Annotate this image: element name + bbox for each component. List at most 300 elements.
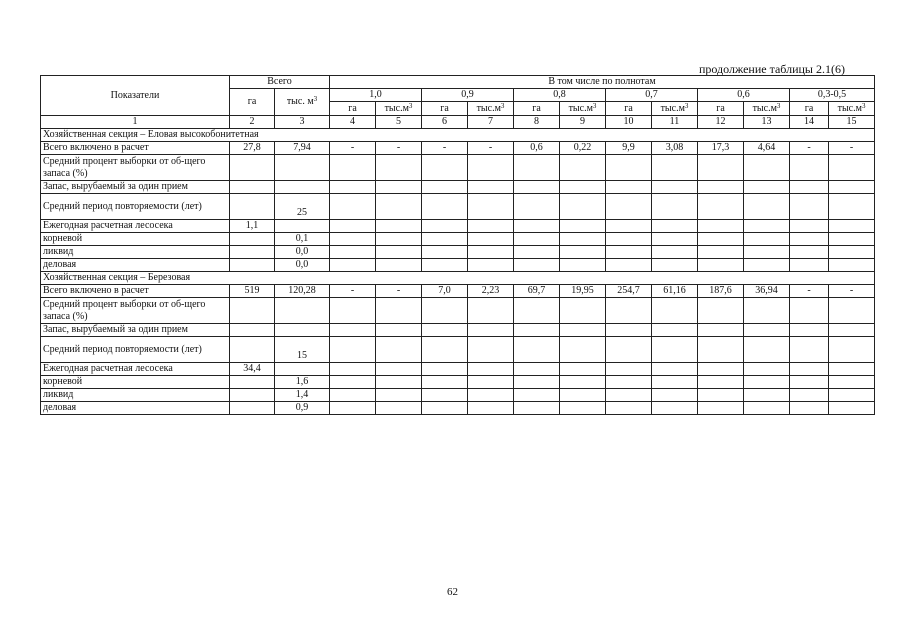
table-cell xyxy=(606,324,652,337)
row-label: Всего включено в расчет xyxy=(41,142,230,155)
header-density-6: 0,3-0,5 xyxy=(790,89,875,102)
table-cell xyxy=(698,220,744,233)
subheader-volume: $тыс.м^3$ xyxy=(468,102,514,116)
table-cell xyxy=(744,298,790,324)
table-cell xyxy=(376,402,422,415)
table-cell xyxy=(606,402,652,415)
table-cell xyxy=(829,402,875,415)
table-cell xyxy=(560,298,606,324)
table-cell xyxy=(698,337,744,363)
table-cell xyxy=(829,181,875,194)
table-cell xyxy=(230,155,275,181)
header-density-5: 0,6 xyxy=(698,89,790,102)
table-cell xyxy=(790,155,829,181)
table-cell xyxy=(829,324,875,337)
table-cell xyxy=(275,220,330,233)
subheader-ha: га xyxy=(330,102,376,116)
table-cell xyxy=(422,233,468,246)
table-cell xyxy=(468,220,514,233)
table-caption: продолжение таблицы 2.1(6) xyxy=(698,62,845,76)
table-cell: 0,1 xyxy=(275,233,330,246)
subheader-ha: га xyxy=(422,102,468,116)
table-cell xyxy=(829,194,875,220)
table-cell xyxy=(514,155,560,181)
table-cell xyxy=(652,246,698,259)
table-cell xyxy=(468,363,514,376)
table-cell xyxy=(790,194,829,220)
table-cell xyxy=(652,194,698,220)
subheader-volume: $тыс.м^3$ xyxy=(829,102,875,116)
subheader-ha: га xyxy=(790,102,829,116)
table-cell xyxy=(560,233,606,246)
table-cell xyxy=(422,402,468,415)
table-cell: - xyxy=(790,285,829,298)
table-cell xyxy=(330,181,376,194)
table-cell xyxy=(468,181,514,194)
table-cell: 3,08 xyxy=(652,142,698,155)
table-cell xyxy=(376,259,422,272)
table-cell xyxy=(790,181,829,194)
table-cell: 0,9 xyxy=(275,402,330,415)
subheader-ha: га xyxy=(514,102,560,116)
table-row xyxy=(41,181,875,194)
table-cell xyxy=(514,181,560,194)
table-row xyxy=(41,376,875,389)
table-cell xyxy=(468,259,514,272)
table-cell: 0,22 xyxy=(560,142,606,155)
table-cell xyxy=(468,233,514,246)
table-cell xyxy=(829,389,875,402)
table-cell xyxy=(744,155,790,181)
column-number: 7 xyxy=(468,116,514,129)
table-cell xyxy=(422,194,468,220)
table-cell xyxy=(790,363,829,376)
table-cell xyxy=(560,220,606,233)
table-row xyxy=(41,220,875,233)
table-cell: 7,94 xyxy=(275,142,330,155)
table-cell xyxy=(330,402,376,415)
table-cell xyxy=(790,389,829,402)
table-cell xyxy=(468,402,514,415)
column-number: 10 xyxy=(606,116,652,129)
table-cell: 0,0 xyxy=(275,246,330,259)
table-cell xyxy=(744,220,790,233)
table-cell: - xyxy=(468,142,514,155)
table-cell: - xyxy=(376,142,422,155)
table-cell xyxy=(230,298,275,324)
table-cell xyxy=(275,181,330,194)
row-label: Ежегодная расчетная лесосека xyxy=(41,220,230,233)
table-cell xyxy=(422,363,468,376)
row-label: деловая xyxy=(41,402,230,415)
table-cell xyxy=(790,402,829,415)
table-cell xyxy=(514,194,560,220)
header-density-4: 0,7 xyxy=(606,89,698,102)
table-cell xyxy=(652,363,698,376)
table-cell: - xyxy=(829,285,875,298)
table-cell xyxy=(330,194,376,220)
table-cell xyxy=(514,259,560,272)
table-cell xyxy=(330,298,376,324)
table-cell xyxy=(698,389,744,402)
table-cell: 1,6 xyxy=(275,376,330,389)
column-number: 14 xyxy=(790,116,829,129)
table-cell xyxy=(514,402,560,415)
table-cell xyxy=(468,376,514,389)
table-cell xyxy=(376,324,422,337)
table-cell xyxy=(275,155,330,181)
table-cell xyxy=(744,259,790,272)
table-cell xyxy=(790,298,829,324)
table-cell: - xyxy=(330,142,376,155)
header-indicator: Показатели xyxy=(41,76,230,116)
table-cell xyxy=(606,233,652,246)
table-cell: 187,6 xyxy=(698,285,744,298)
subheader-volume: $тыс.м^3$ xyxy=(652,102,698,116)
table-cell xyxy=(230,376,275,389)
table-cell xyxy=(652,155,698,181)
subheader-volume: $тыс.м^3$ xyxy=(376,102,422,116)
table-cell: 4,64 xyxy=(744,142,790,155)
table-cell xyxy=(230,246,275,259)
table-cell xyxy=(829,259,875,272)
table-row xyxy=(41,285,875,298)
table-cell xyxy=(422,376,468,389)
table-row xyxy=(41,155,875,181)
table-cell xyxy=(698,246,744,259)
table-cell: - xyxy=(790,142,829,155)
table-cell xyxy=(698,233,744,246)
table-cell xyxy=(829,220,875,233)
table-cell xyxy=(698,194,744,220)
table-cell xyxy=(560,324,606,337)
subheader-ha: га xyxy=(698,102,744,116)
table-cell xyxy=(376,376,422,389)
table-cell xyxy=(744,389,790,402)
table-cell xyxy=(275,298,330,324)
row-label: Ежегодная расчетная лесосека xyxy=(41,363,230,376)
table-cell xyxy=(560,402,606,415)
data-table xyxy=(40,75,875,415)
table-row xyxy=(41,259,875,272)
row-label: Всего включено в расчет xyxy=(41,285,230,298)
row-label: Запас, вырубаемый за один прием xyxy=(41,181,230,194)
table-row xyxy=(41,246,875,259)
table-cell xyxy=(376,337,422,363)
table-cell xyxy=(744,337,790,363)
table-cell xyxy=(744,402,790,415)
table-cell: 9,9 xyxy=(606,142,652,155)
table-cell xyxy=(606,376,652,389)
table-cell xyxy=(468,389,514,402)
table-cell xyxy=(560,181,606,194)
table-cell xyxy=(606,298,652,324)
table-cell: 0,6 xyxy=(514,142,560,155)
table-cell xyxy=(468,155,514,181)
row-label: ликвид xyxy=(41,246,230,259)
table-cell: 1,1 xyxy=(230,220,275,233)
table-cell xyxy=(790,324,829,337)
table-row xyxy=(41,194,875,220)
column-number: 3 xyxy=(275,116,330,129)
table-row xyxy=(41,233,875,246)
table-cell xyxy=(514,337,560,363)
table-cell xyxy=(376,298,422,324)
table-cell xyxy=(422,181,468,194)
table-row xyxy=(41,324,875,337)
table-cell xyxy=(468,324,514,337)
table-cell xyxy=(829,246,875,259)
header-density-1: 1,0 xyxy=(330,89,422,102)
table-cell xyxy=(652,220,698,233)
table-cell xyxy=(514,246,560,259)
table-cell xyxy=(330,389,376,402)
table-cell xyxy=(422,337,468,363)
table-cell xyxy=(652,402,698,415)
table-cell xyxy=(230,389,275,402)
table-cell xyxy=(330,363,376,376)
column-number: 11 xyxy=(652,116,698,129)
table-cell xyxy=(560,389,606,402)
table-cell xyxy=(698,155,744,181)
table-cell xyxy=(698,259,744,272)
table-cell xyxy=(829,376,875,389)
table-cell xyxy=(606,155,652,181)
table-cell xyxy=(514,298,560,324)
table-row xyxy=(41,389,875,402)
table-cell xyxy=(468,194,514,220)
section-row xyxy=(41,272,875,285)
section-title: Хозяйственная секция – Березовая xyxy=(41,272,875,285)
table-cell xyxy=(698,402,744,415)
page-number: 62 xyxy=(447,586,458,598)
table-cell: 25 xyxy=(275,194,330,220)
table-cell xyxy=(230,181,275,194)
header-including: В том числе по полнотам xyxy=(330,76,875,89)
table-cell xyxy=(514,363,560,376)
row-label: Средний процент выборки от об-щего запаса (%) xyxy=(41,155,230,181)
table-cell: - xyxy=(376,285,422,298)
table-cell xyxy=(468,337,514,363)
column-number: 2 xyxy=(230,116,275,129)
table-cell xyxy=(376,233,422,246)
table-cell xyxy=(698,298,744,324)
table-cell xyxy=(560,337,606,363)
table-cell xyxy=(744,376,790,389)
table-cell xyxy=(698,324,744,337)
table-cell xyxy=(606,181,652,194)
table-cell xyxy=(606,337,652,363)
table-cell xyxy=(606,220,652,233)
table-cell xyxy=(376,194,422,220)
table-cell xyxy=(468,298,514,324)
header-total: Всего xyxy=(230,76,330,89)
table-cell xyxy=(422,259,468,272)
table-cell xyxy=(829,337,875,363)
table-row xyxy=(41,363,875,376)
row-label: Средний процент выборки от об-щего запаса (%) xyxy=(41,298,230,324)
table-cell xyxy=(560,155,606,181)
subheader-ha: га xyxy=(606,102,652,116)
table-cell xyxy=(330,337,376,363)
table-cell xyxy=(652,389,698,402)
column-number: 13 xyxy=(744,116,790,129)
table-cell xyxy=(829,233,875,246)
table-cell xyxy=(652,324,698,337)
table-cell xyxy=(330,155,376,181)
table-cell: 27,8 xyxy=(230,142,275,155)
row-label: Запас, вырубаемый за один прием xyxy=(41,324,230,337)
column-number: 4 xyxy=(330,116,376,129)
table-cell: 34,4 xyxy=(230,363,275,376)
table-cell xyxy=(744,363,790,376)
column-number: 15 xyxy=(829,116,875,129)
table-cell xyxy=(790,259,829,272)
table-cell xyxy=(560,246,606,259)
table-row xyxy=(41,298,875,324)
table-cell xyxy=(468,246,514,259)
row-label: Средний период повторяемости (лет) xyxy=(41,337,230,363)
table-cell xyxy=(698,376,744,389)
table-cell xyxy=(652,181,698,194)
table-cell xyxy=(652,337,698,363)
table-cell: 69,7 xyxy=(514,285,560,298)
table-cell xyxy=(606,194,652,220)
table-cell xyxy=(275,363,330,376)
table-cell: - xyxy=(422,142,468,155)
table-cell xyxy=(606,363,652,376)
table-cell xyxy=(514,324,560,337)
column-number: 6 xyxy=(422,116,468,129)
table-cell xyxy=(514,220,560,233)
table-cell xyxy=(829,155,875,181)
table-cell xyxy=(790,233,829,246)
table-cell xyxy=(422,246,468,259)
table-cell: 17,3 xyxy=(698,142,744,155)
table-cell xyxy=(330,233,376,246)
table-cell xyxy=(376,181,422,194)
table-cell xyxy=(790,246,829,259)
table-cell xyxy=(422,220,468,233)
table-cell xyxy=(230,337,275,363)
table-cell xyxy=(606,246,652,259)
row-label: корневой xyxy=(41,233,230,246)
table-cell xyxy=(744,233,790,246)
table-cell xyxy=(514,389,560,402)
table-cell: 19,95 xyxy=(560,285,606,298)
subheader-volume: $тыс.м^3$ xyxy=(560,102,606,116)
table-cell xyxy=(230,324,275,337)
table-cell xyxy=(606,259,652,272)
table-cell xyxy=(560,363,606,376)
table-cell: 36,94 xyxy=(744,285,790,298)
table-row xyxy=(41,402,875,415)
table-cell xyxy=(376,389,422,402)
table-cell xyxy=(330,376,376,389)
header-density-3: 0,8 xyxy=(514,89,606,102)
table-cell: 0,0 xyxy=(275,259,330,272)
column-number: 9 xyxy=(560,116,606,129)
table-cell xyxy=(560,194,606,220)
table-cell: 15 xyxy=(275,337,330,363)
table-cell xyxy=(330,246,376,259)
table-cell xyxy=(829,363,875,376)
table-cell: 519 xyxy=(230,285,275,298)
header-total-volume: тыс. $м^3$ xyxy=(275,89,330,116)
table-cell xyxy=(744,246,790,259)
table-cell xyxy=(422,155,468,181)
table-cell xyxy=(829,298,875,324)
table-cell: 120,28 xyxy=(275,285,330,298)
table-cell: - xyxy=(330,285,376,298)
table-cell xyxy=(376,363,422,376)
table-cell xyxy=(790,337,829,363)
column-number: 8 xyxy=(514,116,560,129)
header-density-2: 0,9 xyxy=(422,89,514,102)
table-cell xyxy=(560,376,606,389)
table-cell xyxy=(652,233,698,246)
table-cell xyxy=(698,181,744,194)
table-cell: 2,23 xyxy=(468,285,514,298)
table-cell xyxy=(330,259,376,272)
table-cell xyxy=(514,376,560,389)
table-cell xyxy=(560,259,606,272)
table-cell xyxy=(376,220,422,233)
table-cell xyxy=(230,194,275,220)
table-cell xyxy=(744,324,790,337)
column-number: 1 xyxy=(41,116,230,129)
table-cell xyxy=(422,389,468,402)
table-cell xyxy=(652,259,698,272)
table-cell: 1,4 xyxy=(275,389,330,402)
table-cell xyxy=(330,324,376,337)
table-cell: 254,7 xyxy=(606,285,652,298)
table-cell xyxy=(514,233,560,246)
table-cell xyxy=(376,155,422,181)
section-title: Хозяйственная секция – Еловая высокобонитетная xyxy=(41,129,875,142)
table-cell xyxy=(230,402,275,415)
table-cell xyxy=(652,298,698,324)
table-cell xyxy=(698,363,744,376)
table-cell xyxy=(275,324,330,337)
section-row xyxy=(41,129,875,142)
subheader-volume: $тыс.м^3$ xyxy=(744,102,790,116)
table-cell xyxy=(652,376,698,389)
table-cell xyxy=(422,298,468,324)
row-label: Средний период повторяемости (лет) xyxy=(41,194,230,220)
table-row xyxy=(41,142,875,155)
table-cell xyxy=(230,233,275,246)
table-row xyxy=(41,337,875,363)
table-cell xyxy=(376,246,422,259)
row-label: ликвид xyxy=(41,389,230,402)
row-label: корневой xyxy=(41,376,230,389)
table-cell: 7,0 xyxy=(422,285,468,298)
table-cell xyxy=(606,389,652,402)
table-cell xyxy=(230,259,275,272)
table-cell: - xyxy=(829,142,875,155)
header-total-ha: га xyxy=(230,89,275,116)
row-label: деловая xyxy=(41,259,230,272)
table-cell xyxy=(744,194,790,220)
table-cell xyxy=(790,220,829,233)
column-number: 5 xyxy=(376,116,422,129)
table-cell xyxy=(330,220,376,233)
table-cell xyxy=(744,181,790,194)
table-cell: 61,16 xyxy=(652,285,698,298)
table-cell xyxy=(790,376,829,389)
column-number: 12 xyxy=(698,116,744,129)
